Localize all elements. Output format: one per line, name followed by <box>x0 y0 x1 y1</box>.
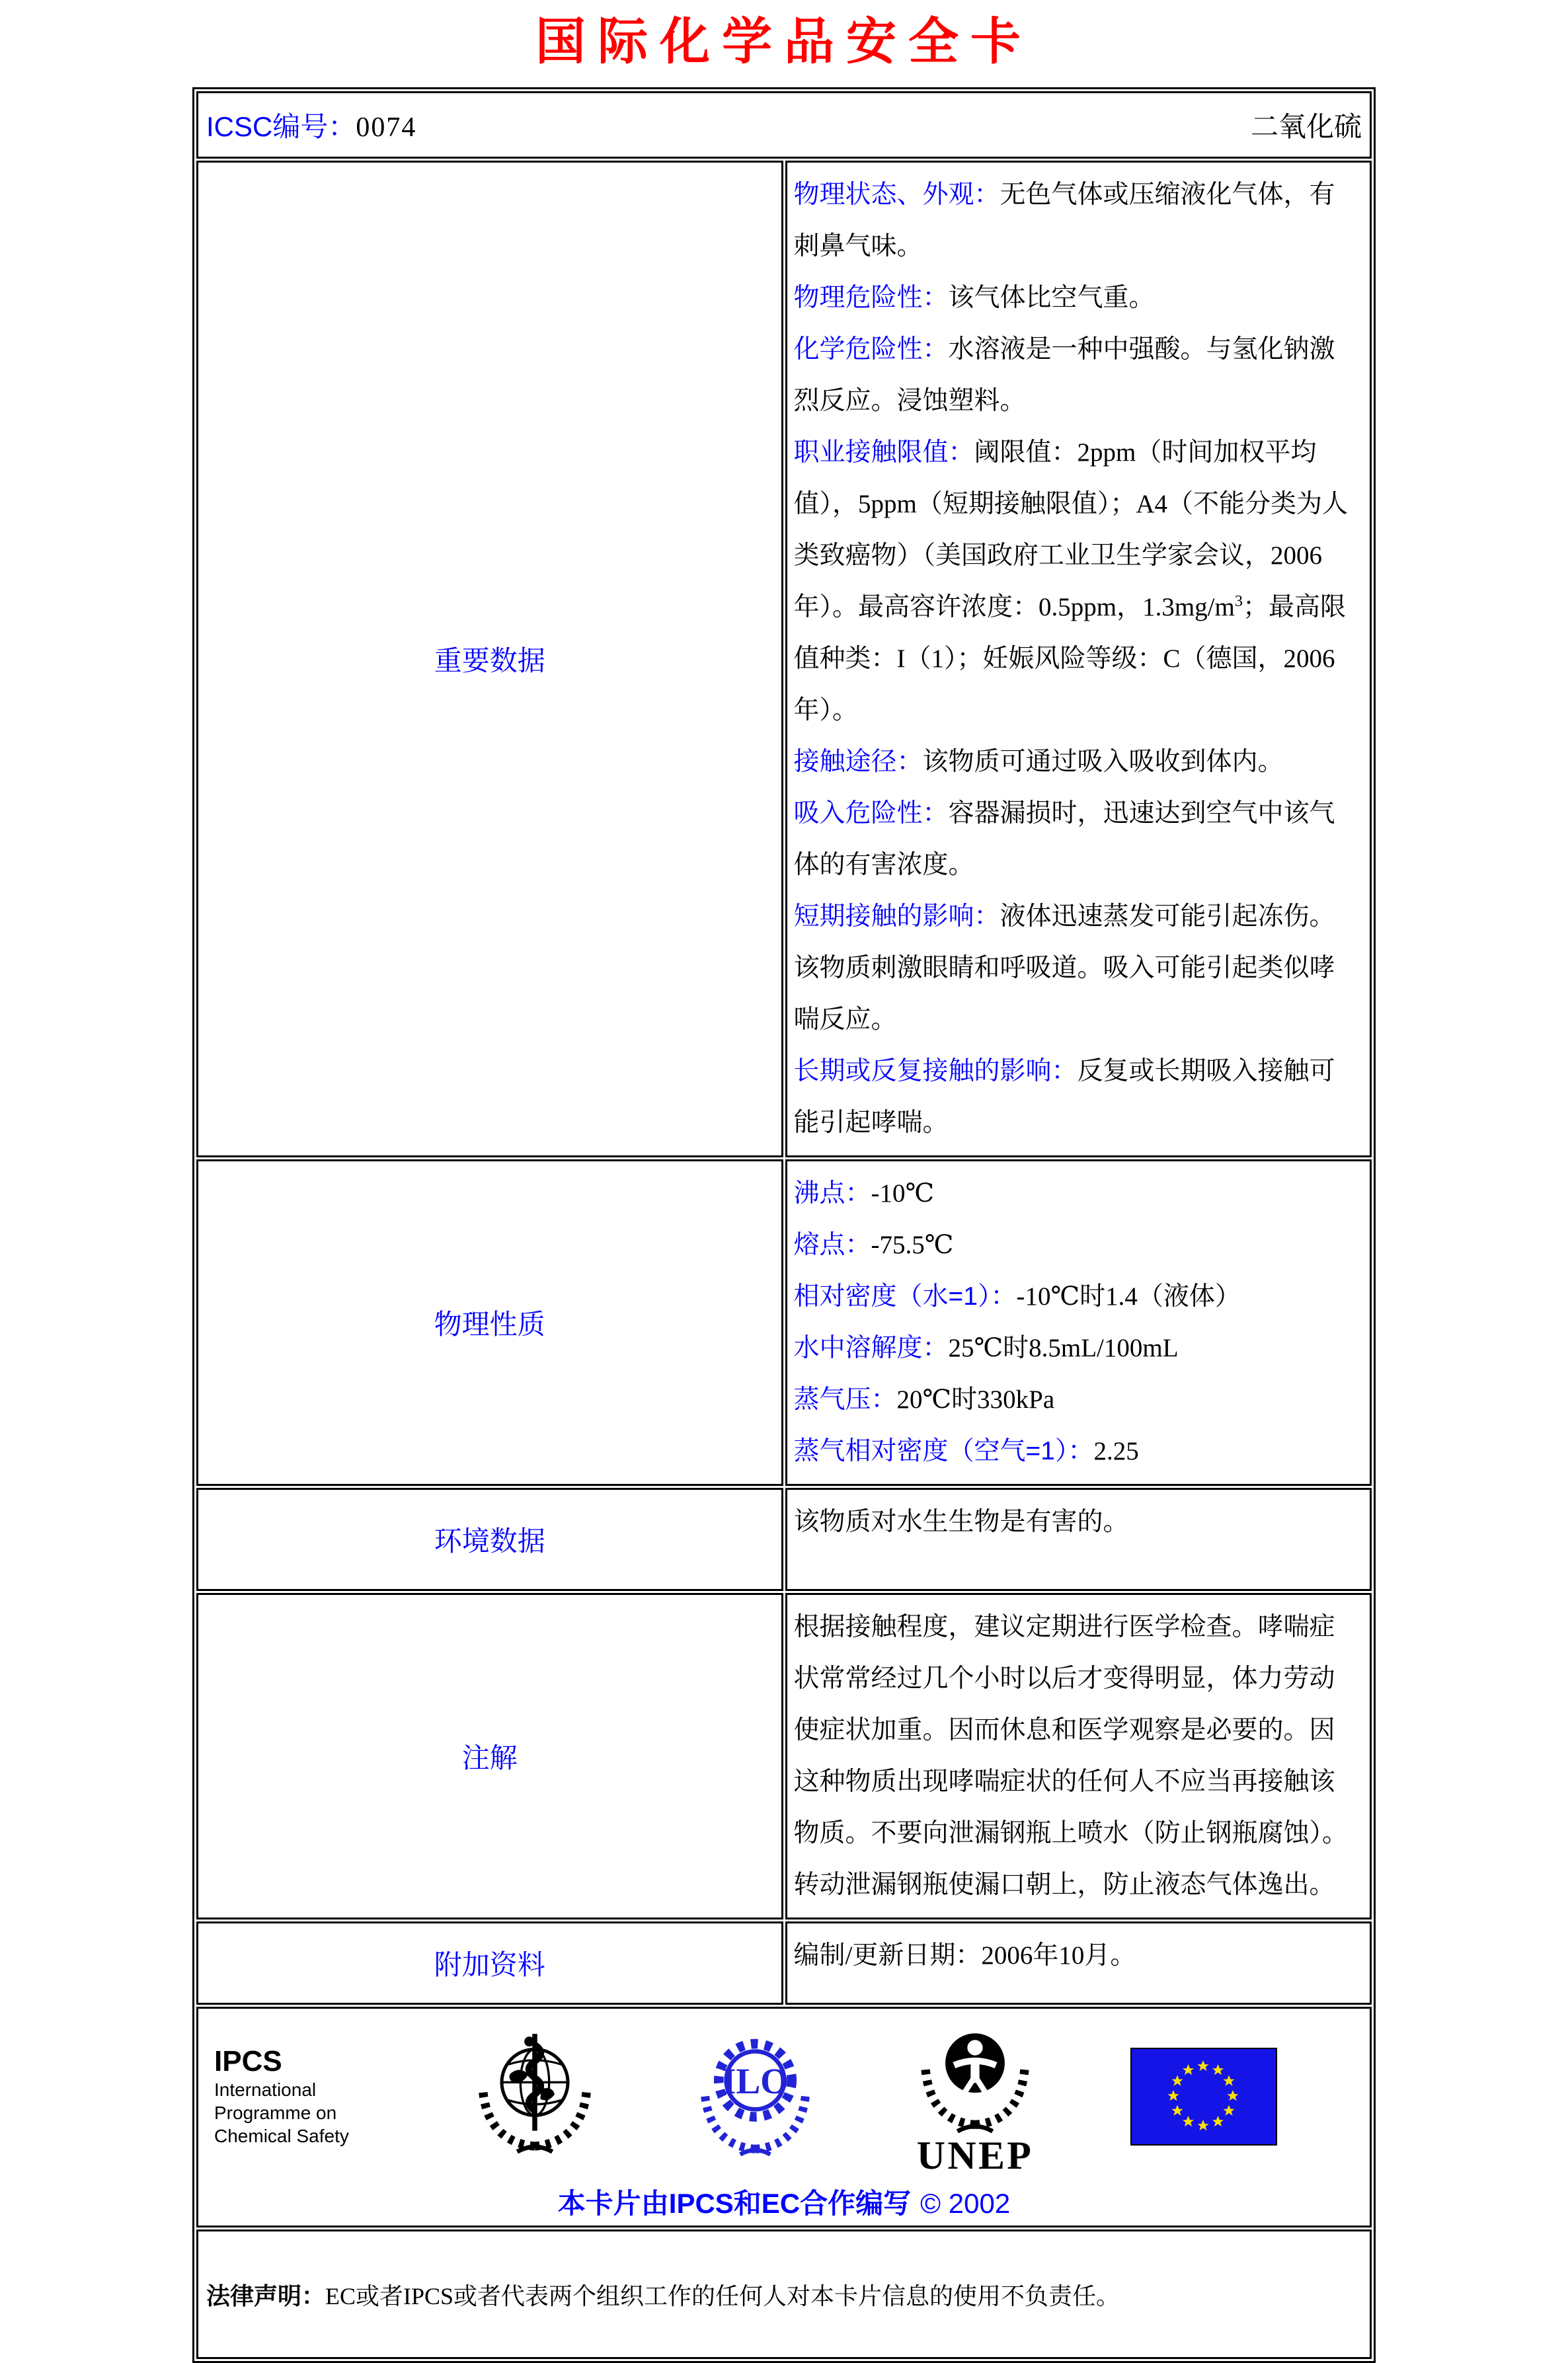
field-value: -75.5℃ <box>871 1231 954 1259</box>
page-title: 国际化学品安全卡 <box>535 15 1033 70</box>
data-item <box>794 169 1361 272</box>
field-value: 2.25 <box>1093 1437 1139 1465</box>
icsc-number-group <box>206 105 416 145</box>
additional-info-row <box>196 1921 1372 2005</box>
data-item <box>794 324 1361 427</box>
field-label: 相对密度（水=1）： <box>793 1282 1017 1311</box>
physical-properties-row <box>196 1159 1372 1486</box>
data-item <box>794 736 1361 788</box>
chemical-name: 二氧化硫 <box>1250 112 1362 143</box>
icsc-number-label: ICSC编号： <box>206 111 356 142</box>
field-value: 反复或长期吸入接触可能引起哮喘。 <box>793 1057 1335 1137</box>
field-value: -10℃时1.4（液体） <box>1016 1282 1241 1311</box>
field-label: 吸入危险性： <box>793 799 949 828</box>
unep-letters: UNEP <box>916 2134 1033 2178</box>
header-cell <box>196 91 1372 159</box>
field-value: 阈限值：2ppm（时间加权平均值），5ppm（短期接触限值）；A4（不能分类为人类致癌物）（美国政府工业卫生学家会议，2006年）。最高容许浓度：0.5ppm，1.3mg/m <box>793 438 1349 621</box>
important-data-content <box>785 161 1372 1157</box>
data-item <box>794 1426 1361 1477</box>
field-value: 液体迅速蒸发可能引起冻伤。该物质刺激眼睛和呼吸道。吸入可能引起类似哮喘反应。 <box>793 902 1335 1034</box>
logos-cell <box>196 2007 1372 2227</box>
field-value: 编制/更新日期：2006年10月。 <box>793 1941 1136 1970</box>
ipcs-name: IPCS <box>214 2045 282 2078</box>
data-item <box>794 1323 1361 1374</box>
data-item <box>794 1220 1361 1271</box>
data-item <box>794 1930 1361 1982</box>
icsc-table <box>192 87 1376 2363</box>
field-value: 无色气体或压缩液化气体，有刺鼻气味。 <box>793 180 1335 260</box>
legal-label: 法律声明： <box>206 2282 326 2309</box>
additional-info-content <box>785 1921 1372 2005</box>
header-flex <box>206 105 1362 145</box>
ilo-logo-icon <box>691 2029 820 2165</box>
field-label: 物理危险性： <box>793 284 949 312</box>
field-label: 熔点： <box>793 1231 871 1259</box>
ipcs-subtitle-line: International <box>214 2079 317 2100</box>
data-item <box>794 1168 1361 1220</box>
who-logo-icon <box>469 2027 601 2167</box>
data-item <box>794 427 1361 736</box>
field-label: 物理状态、外观： <box>793 180 1000 209</box>
environment-data-row <box>196 1488 1372 1591</box>
environment-data-content <box>785 1488 1372 1591</box>
legal-text: EC或者IPCS或者代表两个组织工作的任何人对本卡片信息的使用不负责任。 <box>325 2282 1120 2309</box>
section-label-environment: 环境数据 <box>196 1488 783 1591</box>
section-label-important: 重要数据 <box>196 161 783 1157</box>
field-value: 该气体比空气重。 <box>948 284 1155 312</box>
field-label: 蒸气相对密度（空气=1）： <box>793 1437 1094 1465</box>
data-item <box>794 1271 1361 1323</box>
eu-flag-icon <box>1130 2048 1277 2146</box>
section-label-additional: 附加资料 <box>196 1921 783 2005</box>
field-value: -10℃ <box>871 1179 935 1208</box>
unep-logo-icon <box>909 2015 1041 2179</box>
section-label-notes: 注解 <box>196 1593 783 1919</box>
data-item <box>794 272 1361 324</box>
field-value: 20℃时330kPa <box>896 1385 1055 1414</box>
icsc-number-value: 0074 <box>356 112 417 143</box>
cooperation-caption <box>212 2182 1356 2222</box>
field-value: 根据接触程度，建议定期进行医学检查。哮喘症状常常经过几个小时以后才变得明显，体力劳动使症状加重。因而休息和医学观察是必要的。因这种物质出现哮喘症状的任何人不应当再接触该物质。不要向泄漏钢瓶上喷水（防止钢瓶腐蚀）。转动泄漏钢瓶使漏口朝上，防止液态气体逸出。 <box>793 1613 1349 1899</box>
data-item <box>794 1046 1361 1149</box>
field-label: 蒸气压： <box>793 1385 897 1414</box>
field-label: 沸点： <box>793 1179 871 1208</box>
legal-cell <box>196 2229 1372 2359</box>
field-label: 短期接触的影响： <box>793 902 1000 931</box>
data-item <box>794 1602 1361 1911</box>
notes-row <box>196 1593 1372 1919</box>
field-value: ；最高限值种类：I（1）；妊娠风险等级：C（德国，2006年）。 <box>793 593 1346 724</box>
field-label: 接触途径： <box>793 748 923 776</box>
data-item <box>794 891 1361 1046</box>
legal-row <box>196 2229 1372 2359</box>
field-label: 化学危险性： <box>793 335 949 364</box>
field-value: 水溶液是一种中强酸。与氢化钠激烈反应。浸蚀塑料。 <box>793 335 1335 415</box>
ipcs-text-block <box>214 2046 379 2147</box>
field-value: 该物质对水生生物是有害的。 <box>793 1508 1129 1536</box>
field-label: 长期或反复接触的影响： <box>793 1057 1078 1085</box>
superscript-3: 3 <box>1234 592 1243 610</box>
icsc-card-page <box>0 17 1568 2363</box>
physical-properties-content <box>785 1159 1372 1486</box>
ipcs-subtitle-line: Programme on <box>214 2102 337 2123</box>
field-value: 容器漏损时，迅速达到空气中该气体的有害浓度。 <box>793 799 1335 879</box>
caption-text: 本卡片由IPCS和EC合作编写 <box>557 2188 912 2219</box>
ilo-letters: ILO <box>721 2060 789 2101</box>
header-row <box>196 91 1372 159</box>
data-item <box>794 1496 1361 1548</box>
field-value: 该物质可通过吸入吸收到体内。 <box>922 748 1284 776</box>
ipcs-subtitle-line: Chemical Safety <box>214 2125 349 2146</box>
section-label-physical: 物理性质 <box>196 1159 783 1486</box>
field-value: 25℃时8.5mL/100mL <box>948 1334 1179 1362</box>
data-item <box>794 788 1361 891</box>
important-data-row <box>196 161 1372 1157</box>
logos-row <box>196 2007 1372 2227</box>
data-item <box>794 1374 1361 1426</box>
field-label: 职业接触限值： <box>793 438 974 467</box>
field-label: 水中溶解度： <box>793 1334 949 1362</box>
copyright-text: © 2002 <box>920 2188 1011 2219</box>
notes-content <box>785 1593 1372 1919</box>
logos-flex <box>212 2018 1356 2178</box>
